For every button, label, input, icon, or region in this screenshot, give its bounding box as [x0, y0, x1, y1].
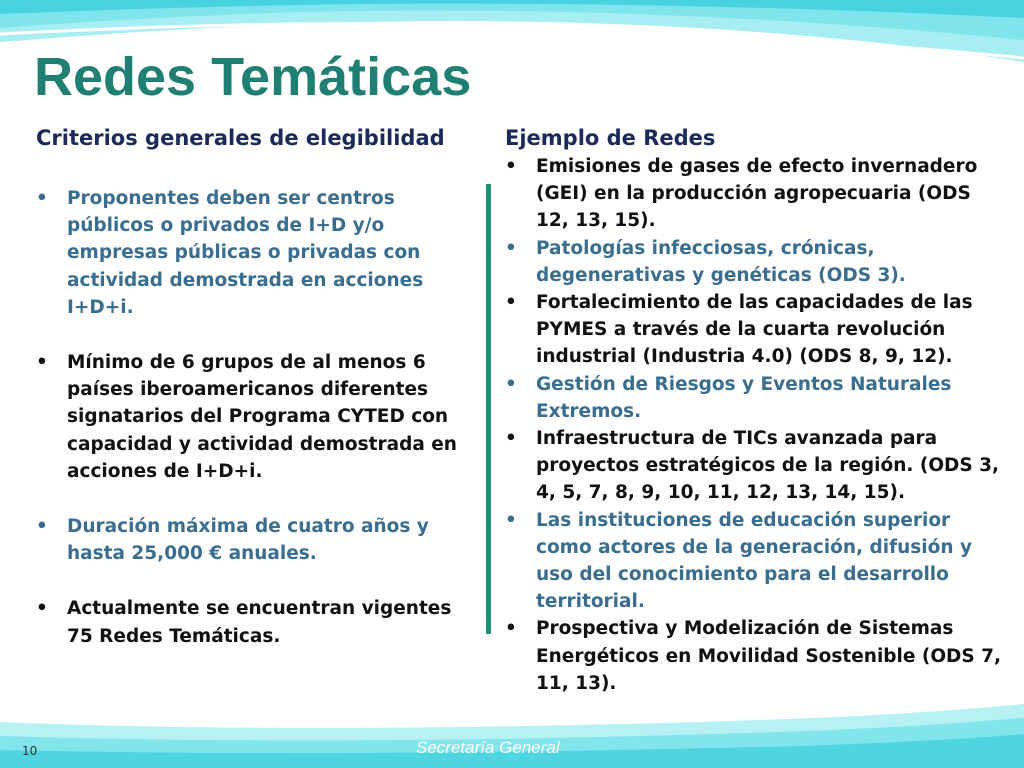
bullet-icon: •	[36, 598, 48, 620]
network-examples-list	[505, 153, 1005, 697]
list-item-text: Mínimo de 6 grupos de al menos 6 países iberoamericanos diferentes signatarios del Programa CYTED con capacidad y actividad demostrada en acciones de I+D+i.	[67, 352, 457, 482]
list-item	[36, 185, 468, 321]
list-item	[36, 513, 468, 567]
list-item-text: Proponentes deben ser centros públicos o privados de I+D y/o empresas públicas o privadas con actividad demostrada en acciones I+D+i.	[67, 188, 424, 318]
list-item-text: Actualmente se encuentran vigentes 75 Redes Temáticas.	[67, 598, 452, 647]
footer-organization: Secretaría General	[416, 738, 560, 757]
list-item-text: Gestión de Riesgos y Eventos Naturales Extremos.	[536, 373, 952, 422]
list-item	[505, 371, 1005, 425]
list-item	[505, 615, 1005, 697]
bullet-icon: •	[505, 292, 517, 314]
list-item-text: Prospectiva y Modelización de Sistemas Energéticos en Movilidad Sostenible (ODS 7, 11, 13).	[536, 618, 1002, 694]
eligibility-column	[36, 125, 468, 678]
list-item-text: Emisiones de gases de efecto invernadero (GEI) en la producción agropecuaria (ODS 12, 13, 15).	[536, 156, 978, 232]
page-title: Redes Temáticas	[34, 47, 472, 107]
bullet-icon: •	[505, 428, 517, 450]
list-item-text: Duración máxima de cuatro años y hasta 25,000 € anuales.	[67, 516, 429, 565]
list-item	[505, 507, 1005, 616]
bullet-icon: •	[505, 156, 517, 177]
eligibility-list	[36, 185, 468, 650]
list-item	[36, 349, 468, 485]
network-examples-heading: Ejemplo de Redes	[505, 126, 716, 150]
bullet-icon: •	[36, 516, 48, 538]
list-item-text: Las instituciones de educación superior como actores de la generación, difusión y uso del conocimiento para el desarrollo territorial.	[536, 509, 973, 613]
bullet-icon: •	[505, 618, 517, 640]
list-item	[505, 425, 1005, 507]
list-item-text: Fortalecimiento de las capacidades de las PYMES a través de la cuarta revolución industrial (Industria 4.0) (ODS 8, 9, 12).	[536, 292, 973, 368]
bullet-icon: •	[505, 509, 517, 531]
list-item-text: Infraestructura de TICs avanzada para proyectos estratégicos de la región. (ODS 3, 4, 5, 7, 8, 9, 10, 11, 12, 13, 14, 15).	[536, 428, 1000, 504]
column-divider	[486, 184, 491, 634]
network-examples-column	[505, 125, 1005, 697]
bullet-icon: •	[505, 373, 517, 395]
list-item	[505, 289, 1005, 371]
bullet-icon: •	[505, 237, 517, 259]
list-item-text: Patologías infecciosas, crónicas, degenerativas y genéticas (ODS 3).	[536, 237, 906, 286]
bullet-icon: •	[36, 188, 48, 209]
eligibility-heading: Criterios generales de elegibilidad	[36, 126, 445, 150]
page-number: 10	[22, 744, 38, 758]
bullet-icon: •	[36, 352, 48, 374]
list-item	[36, 595, 468, 649]
list-item	[505, 153, 1005, 235]
list-item	[505, 235, 1005, 289]
